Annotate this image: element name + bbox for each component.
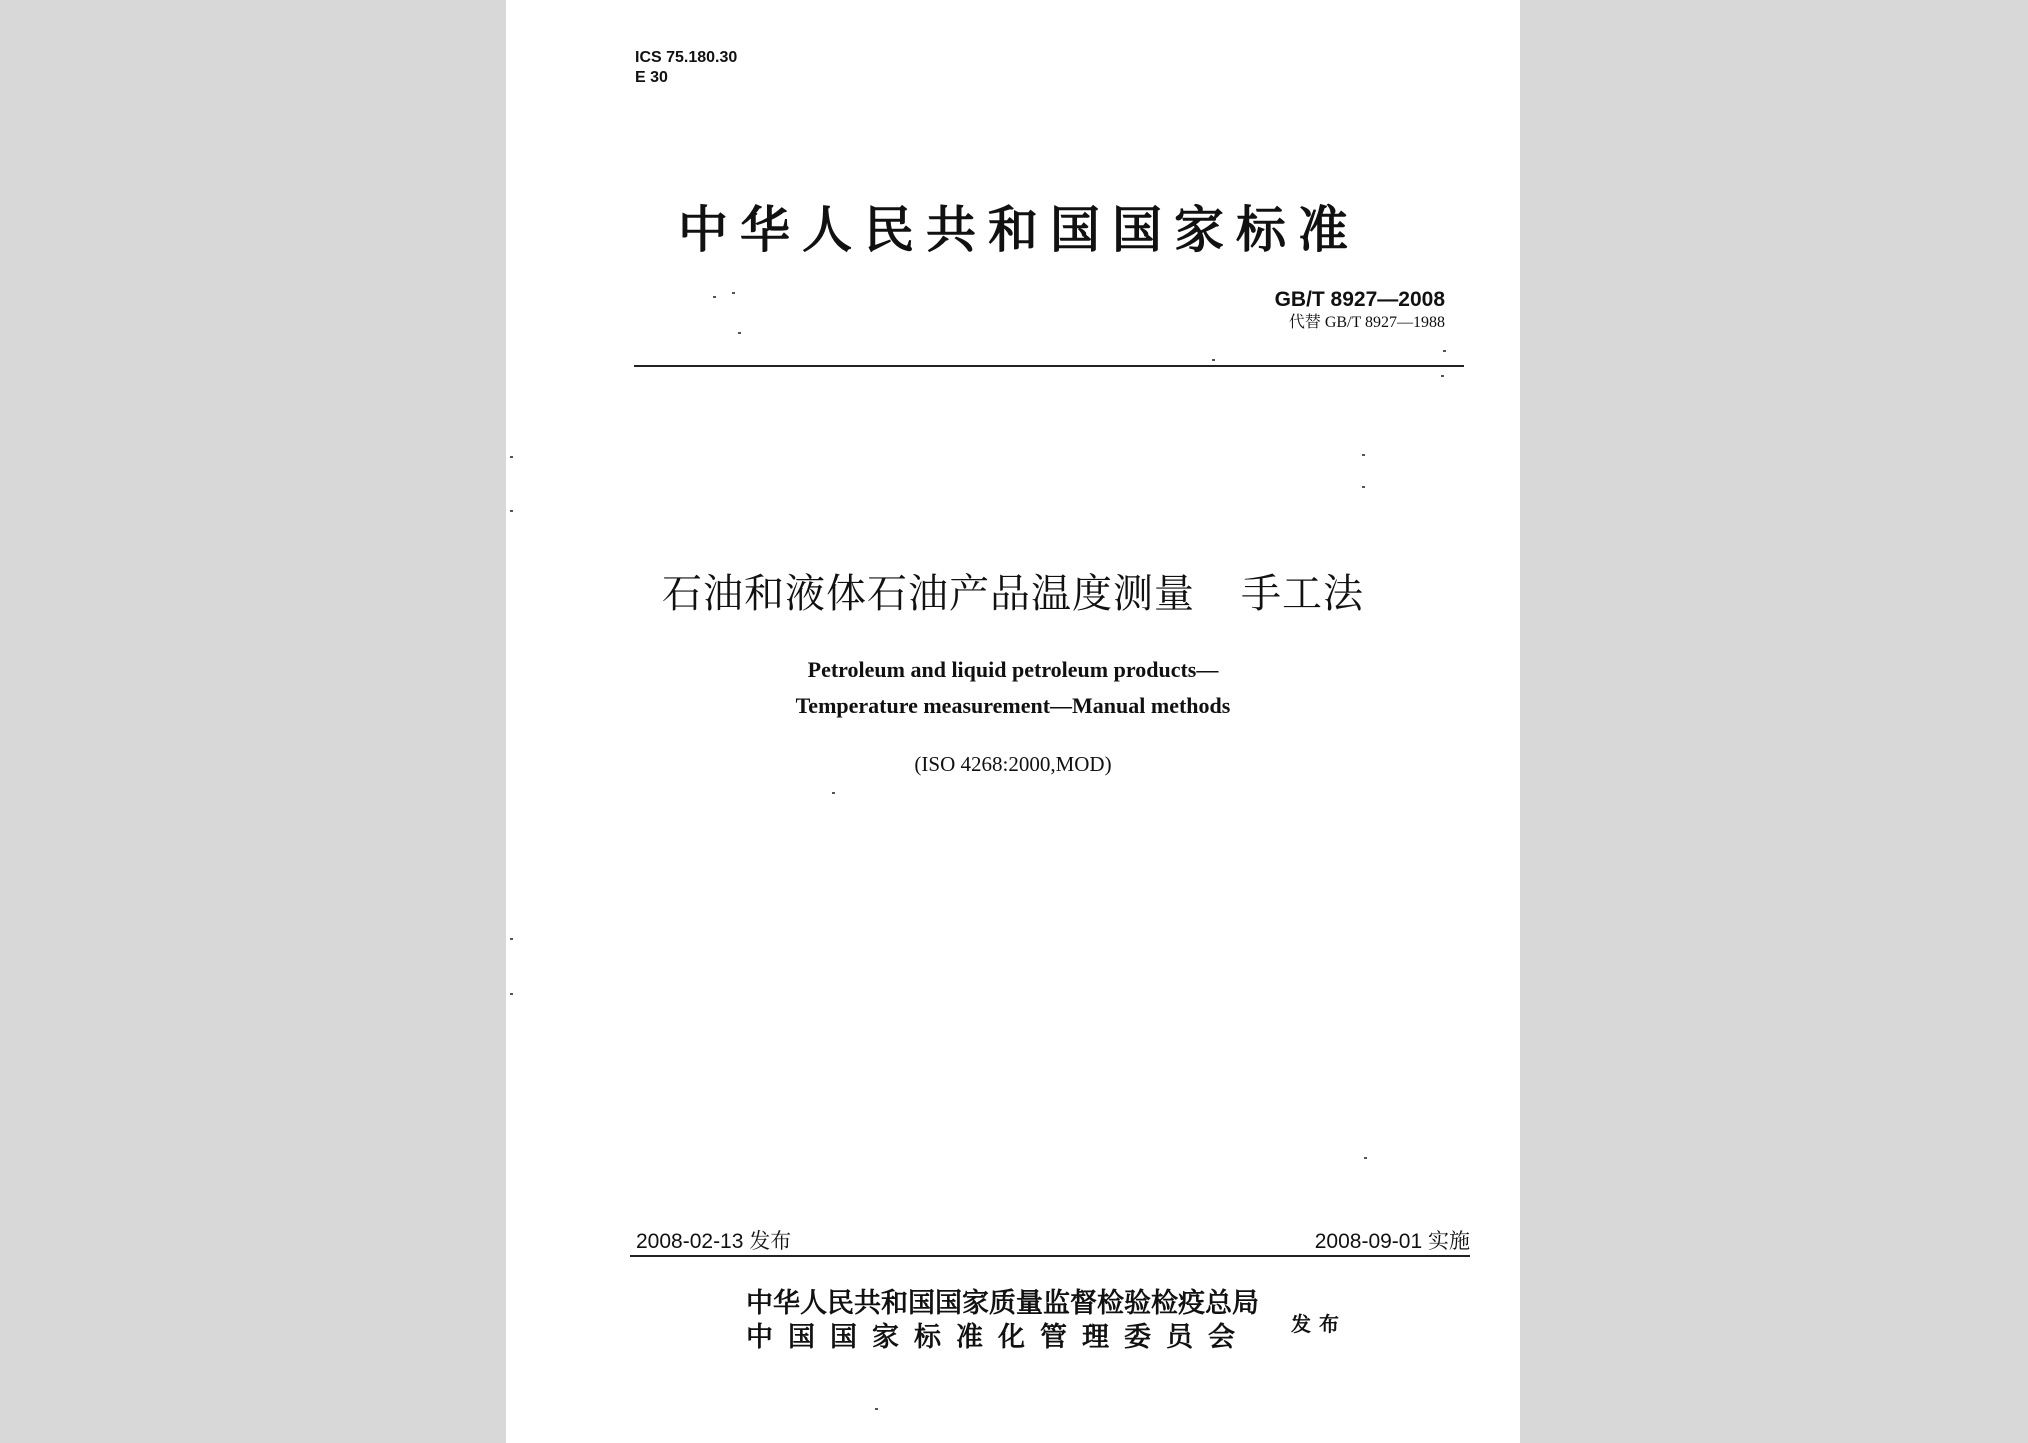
scan-speck: [510, 456, 513, 458]
scan-speck: [510, 938, 513, 940]
title-main: 石油和液体石油产品温度测量: [662, 571, 1195, 617]
scan-speck: [1212, 359, 1215, 361]
scan-speck: [1443, 350, 1446, 352]
scan-speck: [1362, 486, 1365, 488]
implementation-date: 2008-09-01 实施: [1314, 1230, 1470, 1253]
issuer-sac: 中国国家标准化管理委员会: [746, 1322, 1250, 1353]
scan-speck: [738, 332, 741, 334]
issuer-aqsiq: 中华人民共和国国家质量监督检验检疫总局: [746, 1288, 1259, 1319]
document-title-english: [506, 652, 1520, 724]
standard-number: GB/T 8927—2008: [1274, 288, 1445, 311]
scan-speck: [832, 792, 835, 794]
title-english-line-1: Petroleum and liquid petroleum products—: [807, 657, 1219, 682]
iso-reference: (ISO 4268:2000,MOD): [914, 752, 1112, 776]
standard-number-block: [1275, 287, 1445, 333]
issue-date: 2008-02-13 发布: [636, 1230, 792, 1253]
footer-divider: [630, 1255, 1470, 1257]
issuing-authorities: [746, 1287, 1259, 1355]
document-title-chinese: [506, 562, 1520, 619]
national-standard-title: 中华人民共和国国家标准: [678, 201, 1360, 259]
scan-speck: [1362, 454, 1365, 456]
replaced-standard: 代替 GB/T 8927—1988: [1288, 314, 1445, 331]
scan-speck: [1364, 1157, 1367, 1159]
document-page: [506, 0, 1520, 1443]
title-sub: 手工法: [1241, 571, 1364, 617]
scan-speck: [875, 1408, 878, 1410]
scan-speck: [510, 510, 513, 512]
ccs-code: E 30: [635, 69, 668, 86]
ics-code: ICS 75.180.30: [635, 49, 738, 66]
classification-codes: [635, 48, 737, 88]
header-divider: [634, 365, 1464, 367]
scan-speck: [713, 296, 716, 298]
scan-speck: [732, 292, 735, 294]
publish-label: 发布: [1291, 1312, 1347, 1336]
scan-speck: [1441, 375, 1444, 377]
scan-speck: [510, 993, 513, 995]
title-english-line-2: Temperature measurement—Manual methods: [795, 693, 1231, 718]
